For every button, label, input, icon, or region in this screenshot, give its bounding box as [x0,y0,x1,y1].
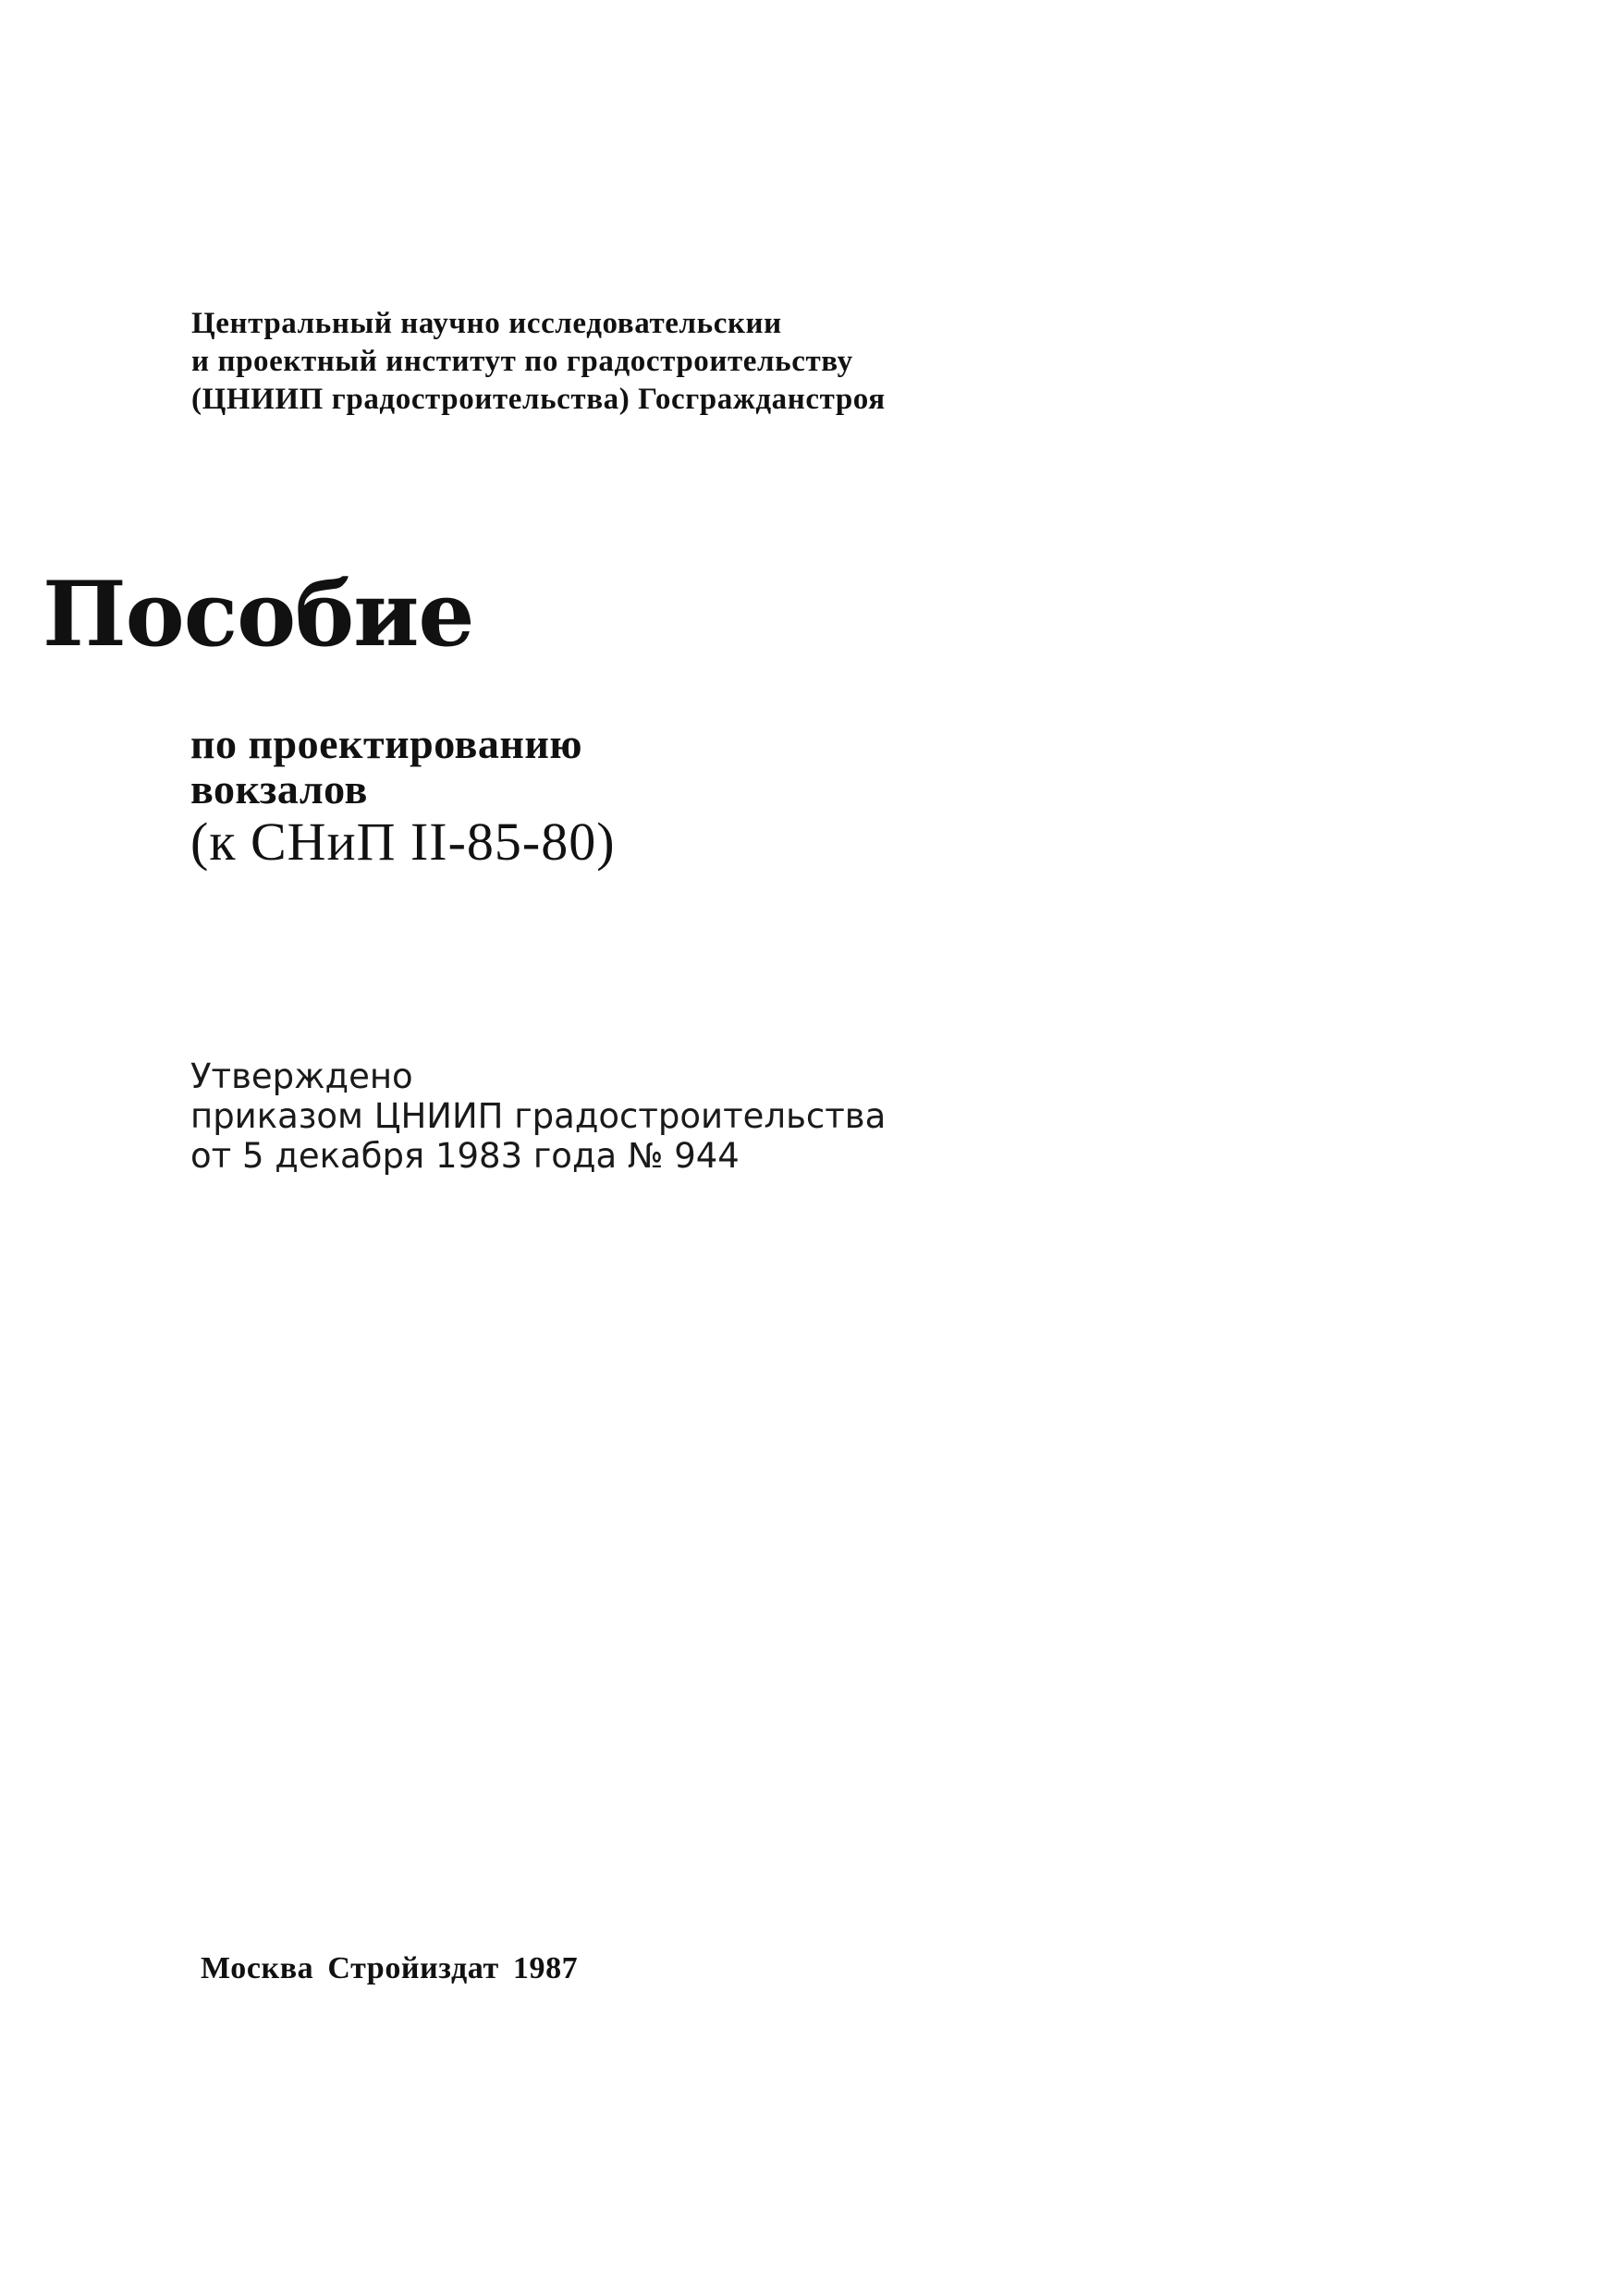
institution-line-3: (ЦНИИП градостроительства) Госгражданстроя [191,383,886,416]
institution-header [191,305,886,419]
document-title: Пособие [43,562,474,666]
approval-line-3: от 5 декабря 1983 года № 944 [190,1136,740,1176]
document-subtitle [190,721,616,873]
subtitle-line-2: вокзалов [190,765,368,812]
publisher-imprint: Москва Стройиздат 1987 [201,1951,579,1985]
approval-line-1: Утверждено [190,1056,413,1096]
subtitle-line-1: по проектированию [190,720,583,767]
approval-line-2: приказом ЦНИИП градостроительства [190,1096,887,1136]
institution-line-2: и проектный институт по градостроительству [191,345,853,378]
subtitle-snip-reference: (к СНиП II-85-80) [190,812,616,872]
institution-line-1: Центральный научно исследовательскии [191,307,782,340]
approval-note [190,1056,886,1176]
